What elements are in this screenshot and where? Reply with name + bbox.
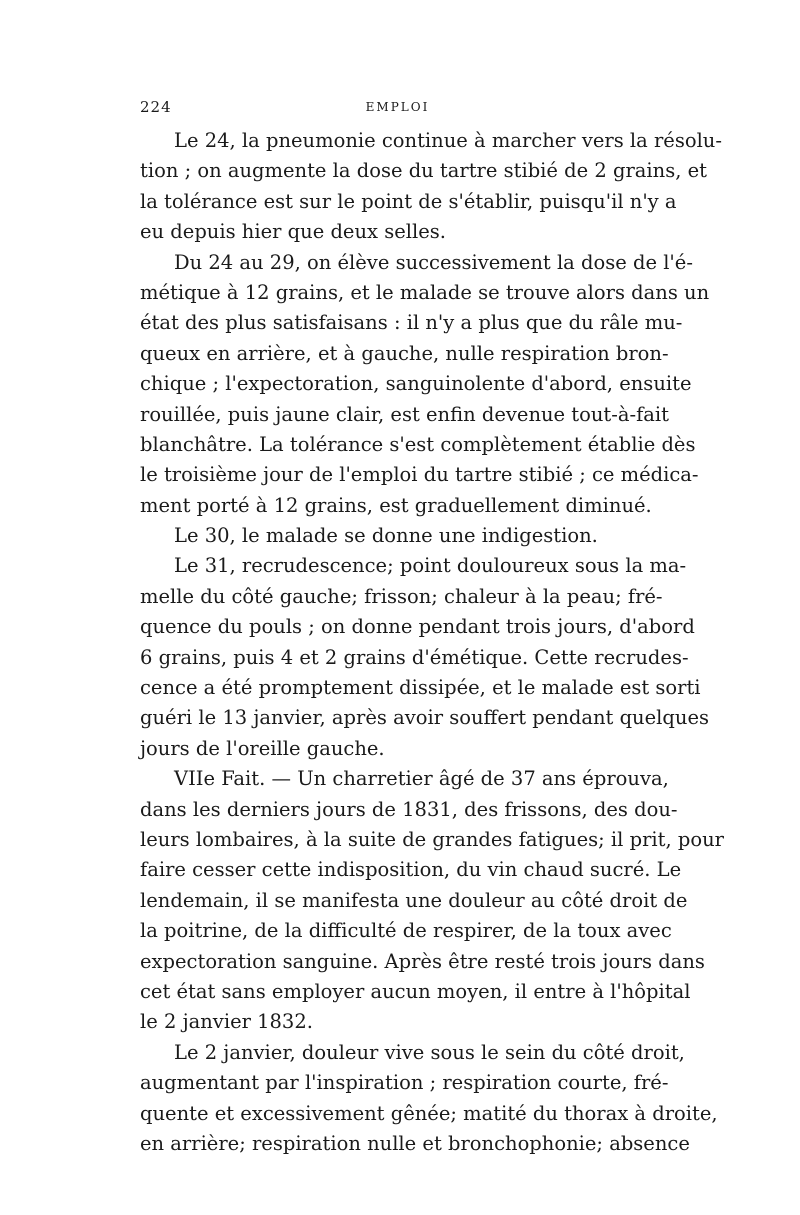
text-line: jours de l'oreille gauche. <box>140 736 385 760</box>
text-line: la poitrine, de la difficulté de respirer, de la toux avec <box>140 919 672 943</box>
text-line: queux en arrière, et à gauche, nulle respiration bron- <box>140 341 669 365</box>
text-line: 6 grains, puis 4 et 2 grains d'émétique. Cette recrudes- <box>140 645 689 669</box>
text-line: en arrière; respiration nulle et bronchophonie; absence <box>140 1131 690 1155</box>
page-number: 224 <box>140 98 172 116</box>
text-line: faire cesser cette indisposition, du vin chaud sucré. Le <box>140 858 682 882</box>
text-line: rouillée, puis jaune clair, est enfin devenue tout-à-fait <box>140 402 669 426</box>
text-line: quence du pouls ; on donne pendant trois jours, d'abord <box>140 615 695 639</box>
text-line: chique ; l'expectoration, sanguinolente d'abord, ensuite <box>140 372 692 396</box>
text-line: guéri le 13 janvier, après avoir souffert pendant quelques <box>140 706 709 730</box>
text-line: VIIe Fait. — Un charretier âgé de 37 ans éprouva, <box>174 767 669 791</box>
text-line: quente et excessivement gênée; matité du thorax à droite, <box>140 1101 718 1125</box>
text-line: Le 31, recrudescence; point douloureux sous la ma- <box>174 554 687 578</box>
text-line: melle du côté gauche; frisson; chaleur à la peau; fré- <box>140 584 663 608</box>
text-line: eu depuis hier que deux selles. <box>140 220 446 244</box>
text-line: le troisième jour de l'emploi du tartre stibié ; ce médica- <box>140 463 699 487</box>
text-line: expectoration sanguine. Après être resté trois jours dans <box>140 949 705 973</box>
text-line: état des plus satisfaisans : il n'y a plus que du râle mu- <box>140 311 683 335</box>
text-line: blanchâtre. La tolérance s'est complètement établie dès <box>140 432 696 456</box>
text-line: le 2 janvier 1832. <box>140 1010 313 1034</box>
text-line: Le 24, la pneumonie continue à marcher vers la résolu- <box>174 129 722 152</box>
text-line: ment porté à 12 grains, est graduellement diminué. <box>140 493 652 517</box>
text-line: la tolérance est sur le point de s'établir, puisqu'il n'y a <box>140 189 677 213</box>
running-head <box>140 98 655 118</box>
body-text <box>140 126 724 1159</box>
text-line: dans les derniers jours de 1831, des frissons, des dou- <box>140 797 678 821</box>
text-line: Du 24 au 29, on élève successivement la dose de l'é- <box>174 250 693 274</box>
text-line: Le 30, le malade se donne une indigestion. <box>174 524 598 548</box>
text-line: lendemain, il se manifesta une douleur au côté droit de <box>140 888 688 912</box>
text-line: tion ; on augmente la dose du tartre stibié de 2 grains, et <box>140 159 707 183</box>
text-line: cet état sans employer aucun moyen, il entre à l'hôpital <box>140 979 691 1003</box>
text-line: augmentant par l'inspiration ; respiration courte, fré- <box>140 1071 669 1095</box>
text-line: cence a été promptement dissipée, et le malade est sorti <box>140 676 701 700</box>
text-line: leurs lombaires, à la suite de grandes fatigues; il prit, pour <box>140 827 724 851</box>
running-title: EMPLOI <box>365 100 430 114</box>
text-line: métique à 12 grains, et le malade se trouve alors dans un <box>140 280 710 304</box>
text-line: Le 2 janvier, douleur vive sous le sein du côté droit, <box>174 1040 685 1064</box>
